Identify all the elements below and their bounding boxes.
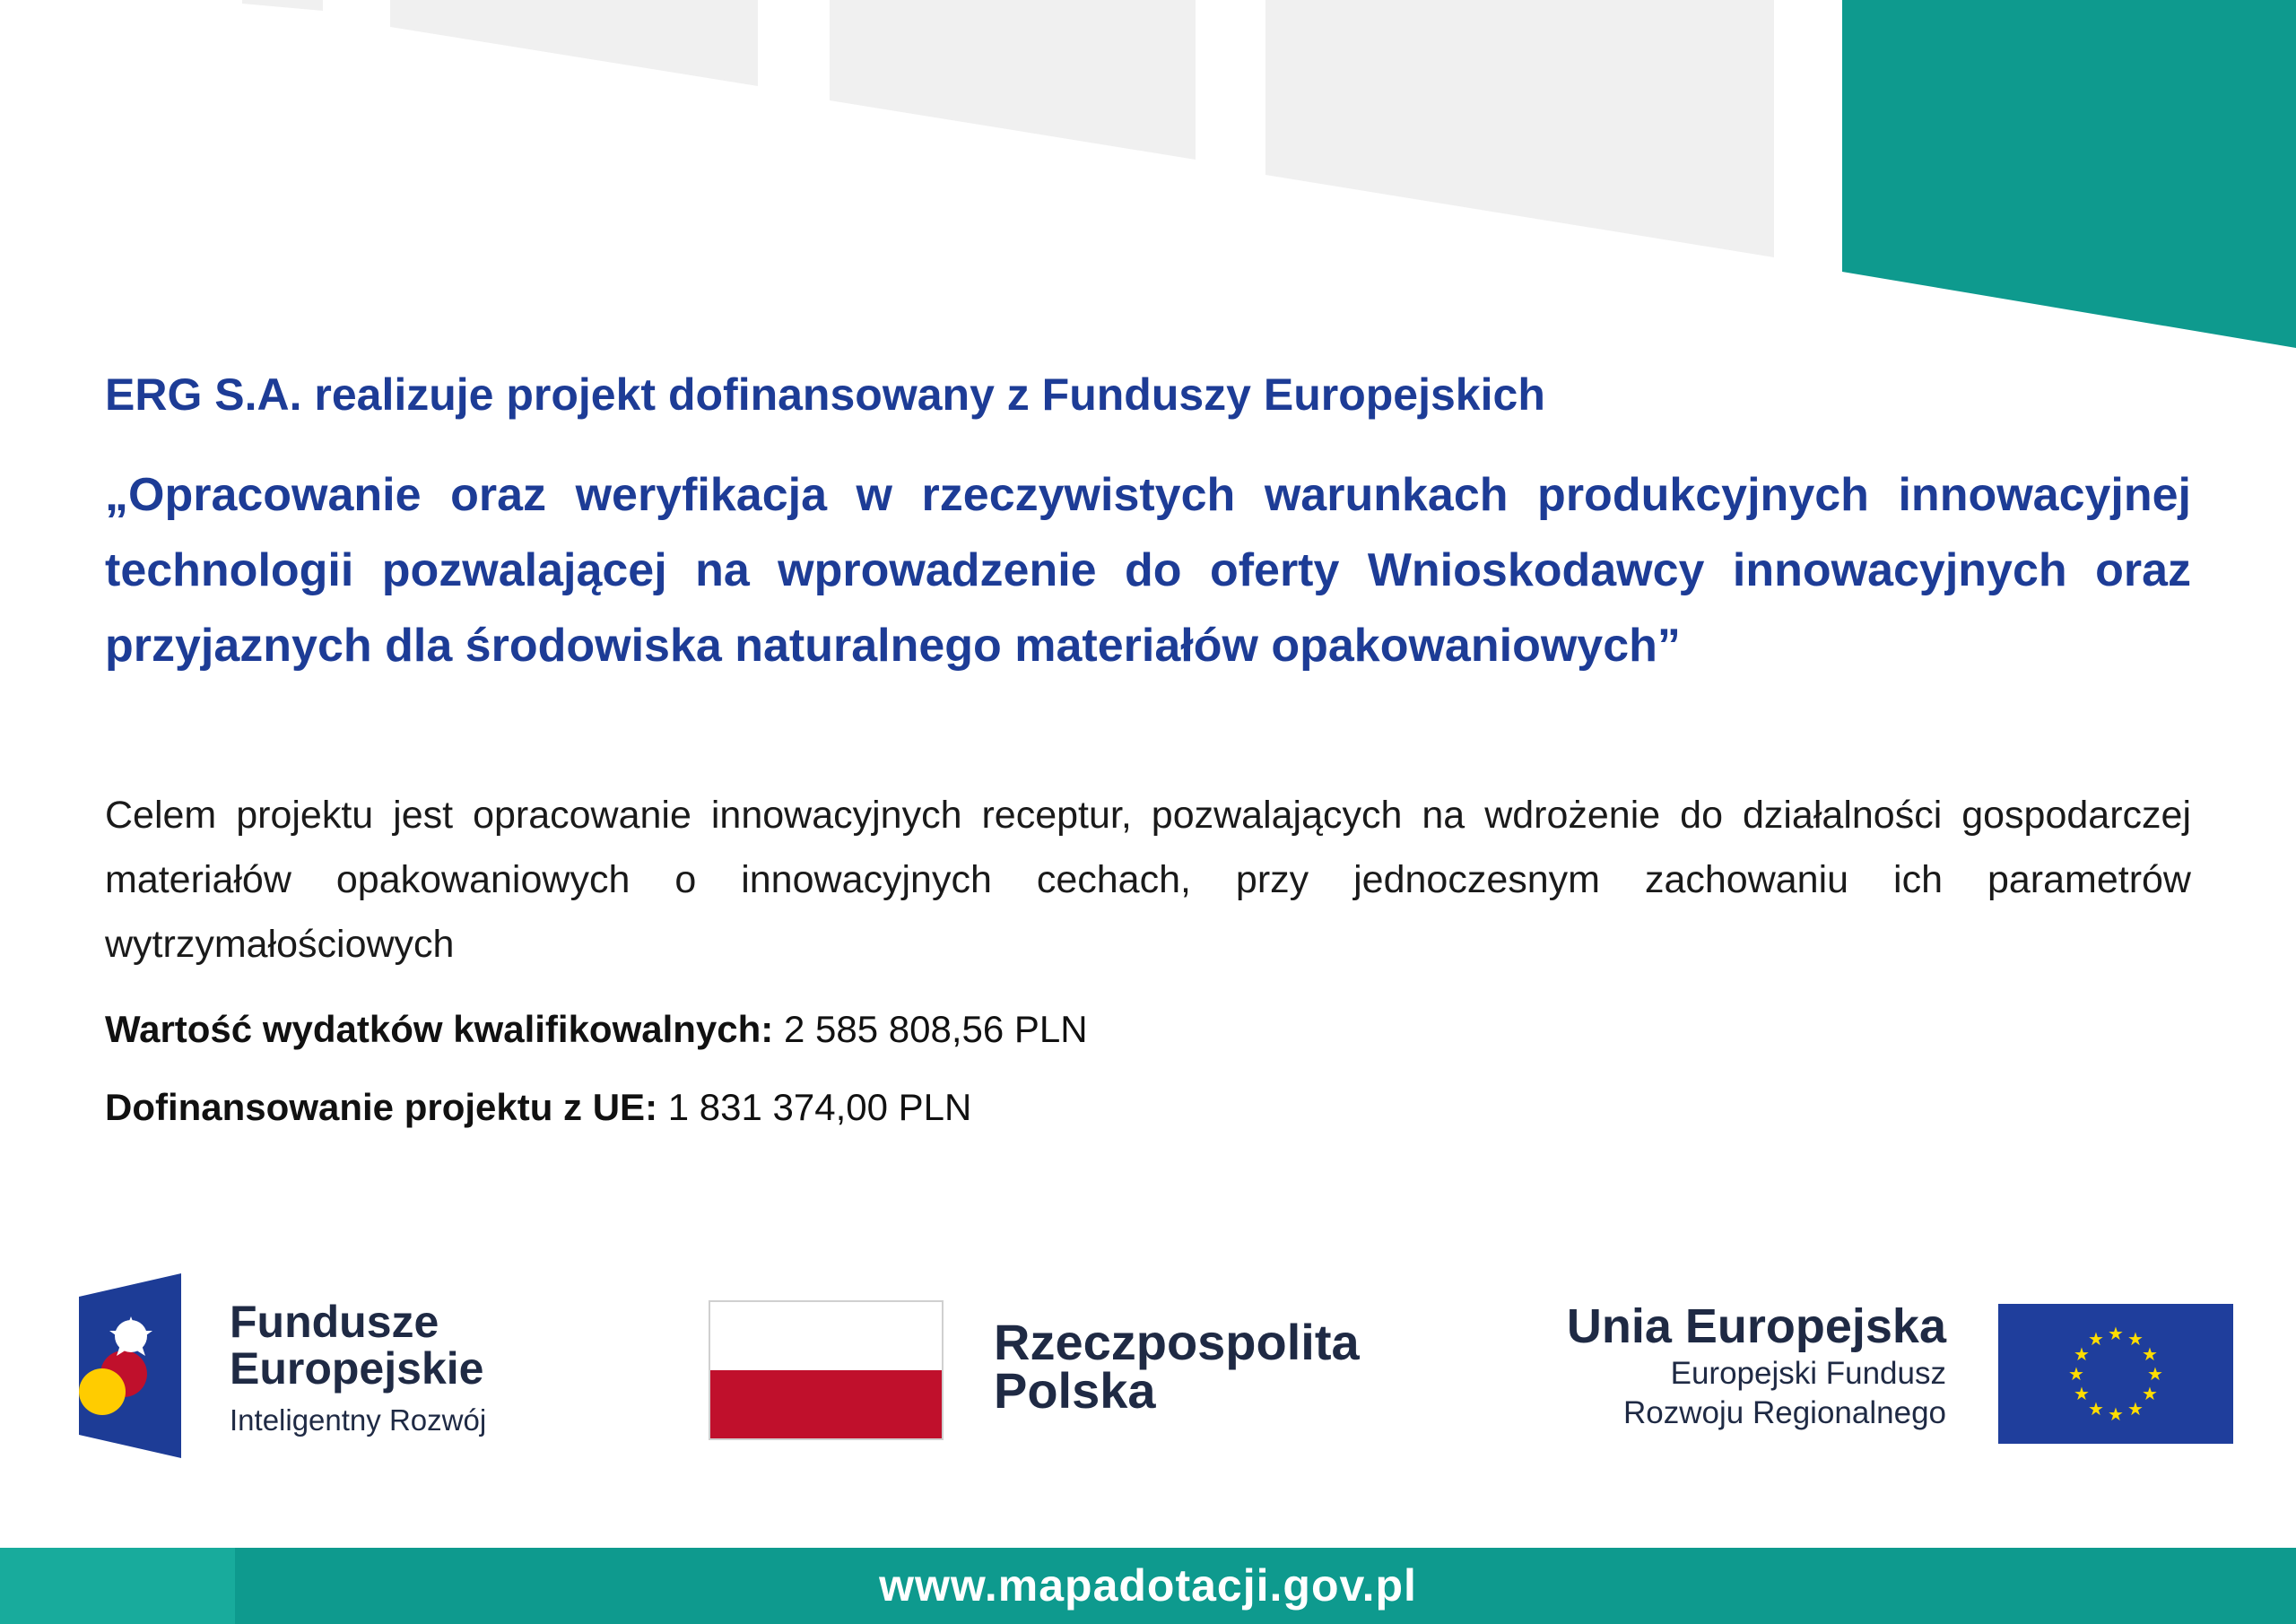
- svg-text:★: ★: [2127, 1328, 2144, 1350]
- light-panel: [390, 0, 758, 86]
- project-description: Celem projektu jest opracowanie innowacyjnych receptur, pozwalających na wdrożenie do działalności gospodarczej materiałów opakowaniowych o innowacyjnych cechach, przy jednoczesnym zachowaniu ich parametrów wytrzymałościowych: [105, 794, 2191, 966]
- fe-subtitle: Inteligentny Rozwój: [230, 1403, 487, 1437]
- light-panel: [242, 0, 323, 11]
- svg-text:★: ★: [2088, 1328, 2104, 1350]
- footer-url[interactable]: www.mapadotacji.gov.pl: [879, 1560, 1417, 1611]
- rp-text: [994, 1314, 1360, 1419]
- background-decoration: [0, 0, 2296, 359]
- ue-text: [1567, 1298, 1946, 1433]
- fe-emblem-icon: [75, 1273, 183, 1462]
- eu-funding-value: 1 831 374,00 PLN: [667, 1086, 972, 1128]
- svg-text:★: ★: [2108, 1403, 2124, 1425]
- eligible-costs: [105, 1003, 2191, 1056]
- svg-text:★: ★: [2142, 1383, 2158, 1404]
- teal-panel: [1842, 0, 2296, 348]
- unia-europejska-logo: [1525, 1298, 2233, 1451]
- svg-text:★: ★: [2142, 1343, 2158, 1365]
- svg-text:★: ★: [2108, 1323, 2124, 1344]
- svg-text:★: ★: [2127, 1398, 2144, 1420]
- eligible-costs-value: 2 585 808,56 PLN: [783, 1008, 1088, 1050]
- rp-line2: Polska: [994, 1362, 1156, 1419]
- svg-text:★: ★: [2074, 1383, 2090, 1404]
- eu-funding: [105, 1081, 2191, 1134]
- ue-line2: Rozwoju Regionalnego: [1623, 1395, 1946, 1430]
- headline: ERG S.A. realizuje projekt dofinansowany z Funduszy Europejskich: [105, 369, 1545, 420]
- light-panel: [1265, 0, 1774, 257]
- eligible-costs-label: Wartość wydatków kwalifikowalnych:: [105, 1008, 774, 1050]
- polish-flag-icon: [709, 1300, 944, 1440]
- rp-line1: Rzeczpospolita: [994, 1314, 1360, 1370]
- fe-title-line1: Fundusze: [230, 1297, 439, 1347]
- light-panel: [830, 0, 1196, 160]
- ue-title: Unia Europejska: [1566, 1299, 1946, 1353]
- eu-funding-label: Dofinansowanie projektu z UE:: [105, 1086, 658, 1128]
- svg-text:★: ★: [2074, 1343, 2090, 1365]
- fundusze-europejskie-logo: [75, 1273, 578, 1462]
- fe-text: [230, 1298, 486, 1438]
- ue-line1: Europejski Fundusz: [1670, 1356, 1946, 1391]
- eu-flag-icon: [1998, 1304, 2233, 1444]
- svg-text:★: ★: [2147, 1363, 2163, 1385]
- project-title: „Opracowanie oraz weryfikacja w rzeczywistych warunkach produkcyjnych innowacyjnej technologii pozwalającej na wprowadzenie do oferty Wnioskodawcy innowacyjnych oraz przyjaznych dla środowiska naturalnego materiałów opakowaniowych”: [105, 469, 2191, 672]
- fe-title-line2: Europejskie: [230, 1343, 484, 1394]
- rzeczpospolita-polska-logo: [709, 1300, 1426, 1444]
- svg-text:★: ★: [2088, 1398, 2104, 1420]
- footer-bar: [0, 1548, 2296, 1624]
- svg-text:★: ★: [2068, 1363, 2084, 1385]
